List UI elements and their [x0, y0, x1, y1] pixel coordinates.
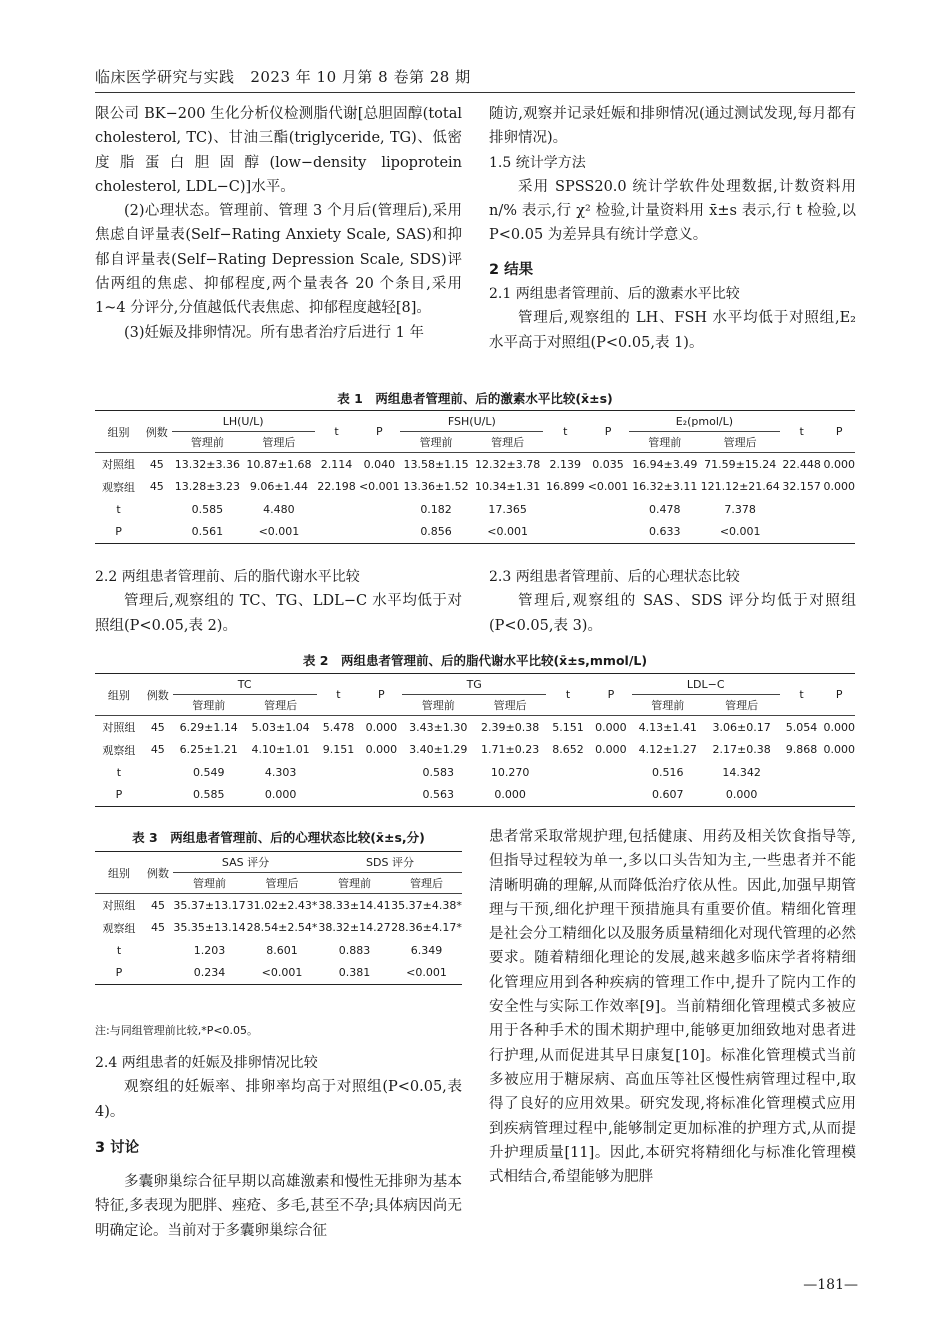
- table3-note: 注:与同组管理前比较,*P<0.05。: [95, 1024, 259, 1037]
- table-cell: 14.342: [722, 765, 761, 779]
- table-cell: [587, 521, 629, 544]
- col-header-tg: TG: [402, 674, 546, 695]
- table-cell: [358, 498, 400, 521]
- table-cell: 28.54±2.54*: [246, 921, 318, 935]
- table-cell: 4.10±1.01: [251, 743, 310, 757]
- table-cell: 0.000: [365, 743, 398, 757]
- paragraph: 管理后,观察组的 SAS、SDS 评分均低于对照组(P<0.05,表 3)。: [489, 593, 856, 634]
- running-header: [95, 66, 471, 87]
- table-cell: 0.381: [318, 962, 391, 985]
- col-header-after: 管理后: [243, 432, 315, 453]
- table-cell: [143, 962, 173, 985]
- table-cell: 13.28±3.23: [174, 480, 240, 494]
- table-cell: [360, 784, 402, 807]
- table-cell: 观察组: [102, 480, 136, 494]
- table-cell: 0.000: [704, 784, 780, 807]
- table-cell: <0.001: [701, 521, 780, 544]
- table-cell: 2.114: [320, 457, 353, 471]
- table-cell: 0.000: [823, 743, 855, 757]
- table-cell: 0.856: [400, 521, 472, 544]
- table-cell: 9.151: [322, 743, 355, 757]
- table-cell: 2.39±0.38: [481, 720, 540, 734]
- table-cell: 17.365: [488, 502, 527, 516]
- right-column-top: [489, 102, 856, 355]
- table-cell: [143, 784, 173, 807]
- table-cell: 31.02±2.43*: [246, 898, 318, 912]
- col-header-p: P: [823, 674, 855, 716]
- table-cell: 0.633: [629, 521, 701, 544]
- table-cell: 0.000: [595, 743, 627, 757]
- col-header-before: 管理前: [172, 432, 244, 453]
- table-cell: [546, 784, 590, 807]
- col-header-t: t: [546, 674, 590, 716]
- table-cell: 45: [149, 480, 164, 494]
- table-cell: [780, 498, 824, 521]
- table-cell: 45: [150, 720, 165, 734]
- table-cell: [142, 498, 172, 521]
- table-cell: 2.139: [549, 457, 582, 471]
- col-header-lh: LH(U/L): [172, 411, 315, 432]
- table-cell: 0.040: [363, 457, 396, 471]
- table1: [95, 410, 855, 544]
- paragraph: 随访,观察并记录妊娠和排卵情况(通过测试发现,每月都有排卵情况)。: [489, 106, 856, 147]
- table-cell: 0.561: [172, 521, 244, 544]
- table-cell: [823, 784, 855, 807]
- table-cell: 3.43±1.30: [409, 720, 468, 734]
- paragraph: 患者常采取常规护理,包括健康、用药及相关饮食指导等,但指导过程较为单一,多以口头告知为主,一些患者并不能清晰明确的理解,从而降低治疗依从性。因此,加强早期管理与干预,细化护理干预措施具有重要价值。精细化管理是社会分工精细化以及服务质量精细化对现代管理的必然要求。随着精细化理论的发展,越来越多临床学者将精细化管理应用到各种疾病的管理工作中,提升了院内工作的安全性与实际工作效率[9]。当前精细化管理模式多被应用于各种手术的围术期护理中,能够更加细致地对患者进行护理,从而促进其早日康复[10]。标准化管理模式当前多被应用于糖尿病、高血压等社区慢性病管理过程中,取得了良好的应用效果。研究发现,将标准化管理模式应用到疾病管理过程中,能够制定更加标准的护理方式,从而提升护理质量[11]。因此,本研究将精细化与标准化管理模式相结合,希望能够为肥胖: [489, 829, 856, 1186]
- table-cell: 10.87±1.68: [246, 457, 312, 471]
- table-cell: 0.583: [422, 765, 454, 779]
- col-header-before: 管理前: [173, 695, 245, 716]
- table-cell: 4.12±1.27: [638, 743, 697, 757]
- col-header-fsh: FSH(U/L): [400, 411, 543, 432]
- col-header-before: 管理前: [173, 873, 246, 894]
- table-cell: 5.054: [785, 720, 818, 734]
- table-cell: 16.94±3.49: [632, 457, 698, 471]
- table1-caption: 表 1 两组患者管理前、后的激素水平比较(x̄±s): [337, 391, 613, 406]
- section-heading: 2 结果: [489, 261, 534, 278]
- table-cell: 0.516: [652, 765, 684, 779]
- table-cell: 2.17±0.38: [712, 743, 771, 757]
- col-header-after: 管理后: [245, 695, 317, 716]
- table-cell: [780, 784, 824, 807]
- section-heading: 2.1 两组患者管理前、后的激素水平比较: [489, 286, 740, 303]
- table-cell: 5.151: [552, 720, 584, 734]
- table-cell: 4.13±1.41: [638, 720, 697, 734]
- table-cell: 1.71±0.23: [481, 743, 540, 757]
- table-row: [95, 761, 855, 784]
- table-row: [95, 962, 462, 985]
- table-cell: 0.478: [649, 502, 681, 516]
- table-cell: [317, 784, 361, 807]
- table-cell: [142, 521, 172, 544]
- table-cell: [143, 939, 173, 962]
- table-cell: [546, 761, 590, 784]
- table-cell: 22.448: [782, 457, 821, 471]
- journal-name: 临床医学研究与实践: [95, 68, 235, 86]
- table-cell: [823, 761, 855, 784]
- table-cell: P: [95, 521, 142, 544]
- table-cell: 0.549: [192, 765, 225, 779]
- table-cell: 121.12±21.64: [700, 480, 780, 494]
- table-cell: 35.37±4.38*: [391, 898, 462, 912]
- table-cell: 0.607: [632, 784, 704, 807]
- table-cell: 4.480: [263, 502, 295, 516]
- table-cell: 6.25±1.21: [179, 743, 238, 757]
- col-header-t: t: [317, 674, 361, 716]
- paragraph: 管理后,观察组的 LH、FSH 水平均低于对照组,E₂ 水平高于对照组(P<0.05,表 1)。: [489, 310, 856, 351]
- col-header-p: P: [587, 411, 629, 453]
- table2-caption: 表 2 两组患者管理前、后的脂代谢水平比较(x̄±s,mmol/L): [302, 653, 648, 668]
- col-header-after: 管理后: [701, 432, 780, 453]
- table-cell: <0.001: [587, 480, 629, 494]
- col-header-n: 例数: [143, 852, 173, 894]
- col-header-p: P: [823, 411, 855, 453]
- col-header-group: 组别: [95, 411, 142, 453]
- table-cell: <0.001: [358, 480, 400, 494]
- table-cell: P: [95, 962, 143, 985]
- table-cell: [780, 761, 824, 784]
- table-row: [95, 784, 855, 807]
- col-header-p: P: [358, 411, 400, 453]
- table-cell: 0.234: [173, 962, 246, 985]
- section-heading: 2.3 两组患者管理前、后的心理状态比较: [489, 569, 740, 585]
- table-cell: [823, 498, 855, 521]
- table-cell: 16.899: [546, 480, 585, 494]
- table-cell: 38.33±14.41: [318, 898, 391, 912]
- table-cell: 0.000: [823, 720, 855, 734]
- table-cell: <0.001: [243, 521, 315, 544]
- col-header-sas: SAS 评分: [173, 852, 318, 873]
- table-cell: 0.182: [420, 502, 452, 516]
- col-header-before: 管理前: [318, 873, 391, 894]
- table-cell: 32.157: [782, 480, 821, 494]
- table-cell: 9.868: [785, 743, 818, 757]
- section-heading: 2.2 两组患者管理前、后的脂代谢水平比较: [95, 569, 360, 585]
- header-rule: [95, 92, 855, 93]
- paragraph: 观察组的妊娠率、排卵率均高于对照组(P<0.05,表 4)。: [95, 1079, 462, 1120]
- table2: [95, 673, 855, 807]
- table-cell: [358, 521, 400, 544]
- paragraph: 多囊卵巢综合征早期以高雄激素和慢性无排卵为基本特征,多表现为肥胖、痤疮、多毛,甚至不孕;具体病因尚无明确定论。当前对于多囊卵巢综合征: [95, 1174, 462, 1239]
- table-cell: 10.270: [490, 765, 530, 779]
- table-cell: [315, 521, 359, 544]
- table-cell: P: [95, 784, 143, 807]
- table-cell: 22.198: [317, 480, 356, 494]
- table-cell: 8.652: [552, 743, 584, 757]
- table-cell: 1.203: [193, 943, 226, 957]
- table-cell: t: [116, 502, 121, 516]
- table-cell: [315, 498, 359, 521]
- table-cell: [780, 521, 824, 544]
- right-column-mid: [489, 565, 856, 638]
- col-header-before: 管理前: [632, 695, 704, 716]
- table-cell: 28.36±4.17*: [391, 921, 462, 935]
- table-cell: 45: [150, 743, 165, 757]
- table-row: [95, 498, 855, 521]
- col-header-after: 管理后: [391, 873, 462, 894]
- table-cell: 0.000: [474, 784, 546, 807]
- col-header-n: 例数: [143, 674, 173, 716]
- table-cell: 8.601: [266, 943, 298, 957]
- table-cell: 45: [151, 898, 165, 912]
- table-row: [95, 939, 462, 962]
- table-cell: 0.000: [823, 457, 855, 471]
- table-cell: 71.59±15.24: [704, 457, 777, 471]
- table-cell: 0.585: [173, 784, 245, 807]
- table-row: [95, 476, 855, 499]
- table-cell: t: [116, 765, 122, 779]
- section-heading: 1.5 统计学方法: [489, 154, 586, 171]
- col-header-before: 管理前: [400, 432, 472, 453]
- col-header-t: t: [780, 411, 824, 453]
- col-header-after: 管理后: [472, 432, 544, 453]
- table-row: [95, 453, 855, 476]
- table-cell: 0.035: [592, 457, 624, 471]
- table-cell: 45: [149, 457, 164, 471]
- table3: [95, 851, 462, 985]
- table-cell: [543, 498, 587, 521]
- table-cell: 35.37±13.17: [173, 898, 246, 912]
- table-cell: 4.303: [264, 765, 297, 779]
- col-header-ldlc: LDL−C: [632, 674, 780, 695]
- table-cell: 45: [151, 921, 165, 935]
- paragraph: (2)心理状态。管理前、管理 3 个月后(管理后),采用焦虑自评量表(Self−Rating Anxiety Scale, SAS)和抑郁自评量表(Self−Rating Depression Scale, SDS)评估两组的焦虑、抑郁程度,两个量表各 20 个条目,采用 1~4 分评分,分值越低代表焦虑、抑郁程度越轻[8]。: [95, 203, 462, 317]
- table-cell: 13.36±1.52: [403, 480, 469, 494]
- table-row: [95, 894, 462, 917]
- table-cell: 0.883: [338, 943, 371, 957]
- table-row: [95, 739, 855, 762]
- table-cell: 10.34±1.31: [475, 480, 541, 494]
- section-heading: 3 讨论: [95, 1139, 140, 1156]
- table-cell: [587, 498, 629, 521]
- table-cell: 3.40±1.29: [409, 743, 468, 757]
- right-column-bottom: [489, 825, 856, 1189]
- table-cell: 观察组: [102, 921, 136, 935]
- col-header-after: 管理后: [704, 695, 780, 716]
- table-row: [95, 716, 855, 739]
- table-cell: 0.000: [595, 720, 627, 734]
- paragraph: 限公司 BK−200 生化分析仪检测脂代谢[总胆固醇(total cholesterol, TC)、甘油三酯(triglyceride, TG)、低密度脂蛋白胆固醇(low−density lipoprotein cholesterol, LDL−C)]水平。: [95, 106, 462, 195]
- table-cell: 对照组: [102, 721, 136, 735]
- col-header-sds: SDS 评分: [318, 852, 462, 873]
- left-column-top: [95, 102, 462, 345]
- col-header-before: 管理前: [629, 432, 701, 453]
- table-cell: <0.001: [472, 521, 544, 544]
- issue-info: 2023 年 10 月第 8 卷第 28 期: [250, 68, 471, 86]
- table-cell: [823, 521, 855, 544]
- table-cell: <0.001: [246, 962, 318, 985]
- table-cell: 观察组: [102, 743, 136, 757]
- table-cell: [590, 761, 632, 784]
- table-cell: [317, 761, 361, 784]
- table-cell: 6.349: [410, 943, 443, 957]
- col-header-group: 组别: [95, 674, 143, 716]
- table-row: [95, 521, 855, 544]
- table-cell: [543, 521, 587, 544]
- table-cell: 12.32±3.78: [475, 457, 541, 471]
- table-cell: 5.03±1.04: [251, 720, 310, 734]
- table-cell: 0.000: [823, 480, 855, 494]
- col-header-after: 管理后: [474, 695, 546, 716]
- col-header-n: 例数: [142, 411, 172, 453]
- col-header-t: t: [543, 411, 587, 453]
- table-cell: 3.06±0.17: [712, 720, 771, 734]
- table-cell: 0.000: [365, 720, 398, 734]
- table-cell: 5.478: [322, 720, 355, 734]
- table3-caption: 表 3 两组患者管理前、后的心理状态比较(x̄±s,分): [132, 830, 425, 845]
- table-cell: 0.000: [245, 784, 317, 807]
- table-cell: 16.32±3.11: [632, 480, 698, 494]
- table-cell: 38.32±14.27: [318, 921, 391, 935]
- table-cell: 0.585: [191, 502, 224, 516]
- page-number: —181—: [803, 1277, 858, 1293]
- table-cell: t: [116, 943, 122, 957]
- table-cell: 13.32±3.36: [174, 457, 240, 471]
- table-cell: 7.378: [724, 502, 756, 516]
- col-header-before: 管理前: [402, 695, 474, 716]
- col-header-t: t: [315, 411, 359, 453]
- table-cell: 0.563: [402, 784, 474, 807]
- section-heading: 2.4 两组患者的妊娠及排卵情况比较: [95, 1055, 318, 1071]
- col-header-p: P: [360, 674, 402, 716]
- table-cell: 13.58±1.15: [403, 457, 469, 471]
- paragraph: 管理后,观察组的 TC、TG、LDL−C 水平均低于对照组(P<0.05,表 2)。: [95, 593, 462, 634]
- col-header-group: 组别: [95, 852, 143, 894]
- left-column-bottom: [95, 1051, 462, 1243]
- table-cell: <0.001: [391, 962, 462, 985]
- paragraph: 采用 SPSS20.0 统计学软件处理数据,计数资料用 n/% 表示,行 χ² 检验,计量资料用 x̄±s 表示,行 t 检验,以 P<0.05 为差异具有统计学意义。: [489, 178, 856, 244]
- col-header-after: 管理后: [246, 873, 318, 894]
- table-cell: [360, 761, 402, 784]
- col-header-e2: E₂(pmol/L): [629, 411, 780, 432]
- left-column-mid: [95, 565, 462, 638]
- table-cell: 6.29±1.14: [179, 720, 238, 734]
- table-cell: [590, 784, 632, 807]
- table-cell: 对照组: [102, 458, 136, 472]
- table-cell: 对照组: [102, 899, 136, 913]
- paragraph: (3)妊娠及排卵情况。所有患者治疗后进行 1 年: [124, 324, 424, 341]
- table-cell: 9.06±1.44: [249, 480, 309, 494]
- table-row: [95, 917, 462, 940]
- col-header-t: t: [780, 674, 824, 716]
- table-cell: 35.35±13.14: [173, 921, 246, 935]
- col-header-p: P: [590, 674, 632, 716]
- col-header-tc: TC: [173, 674, 317, 695]
- table-cell: [143, 761, 173, 784]
